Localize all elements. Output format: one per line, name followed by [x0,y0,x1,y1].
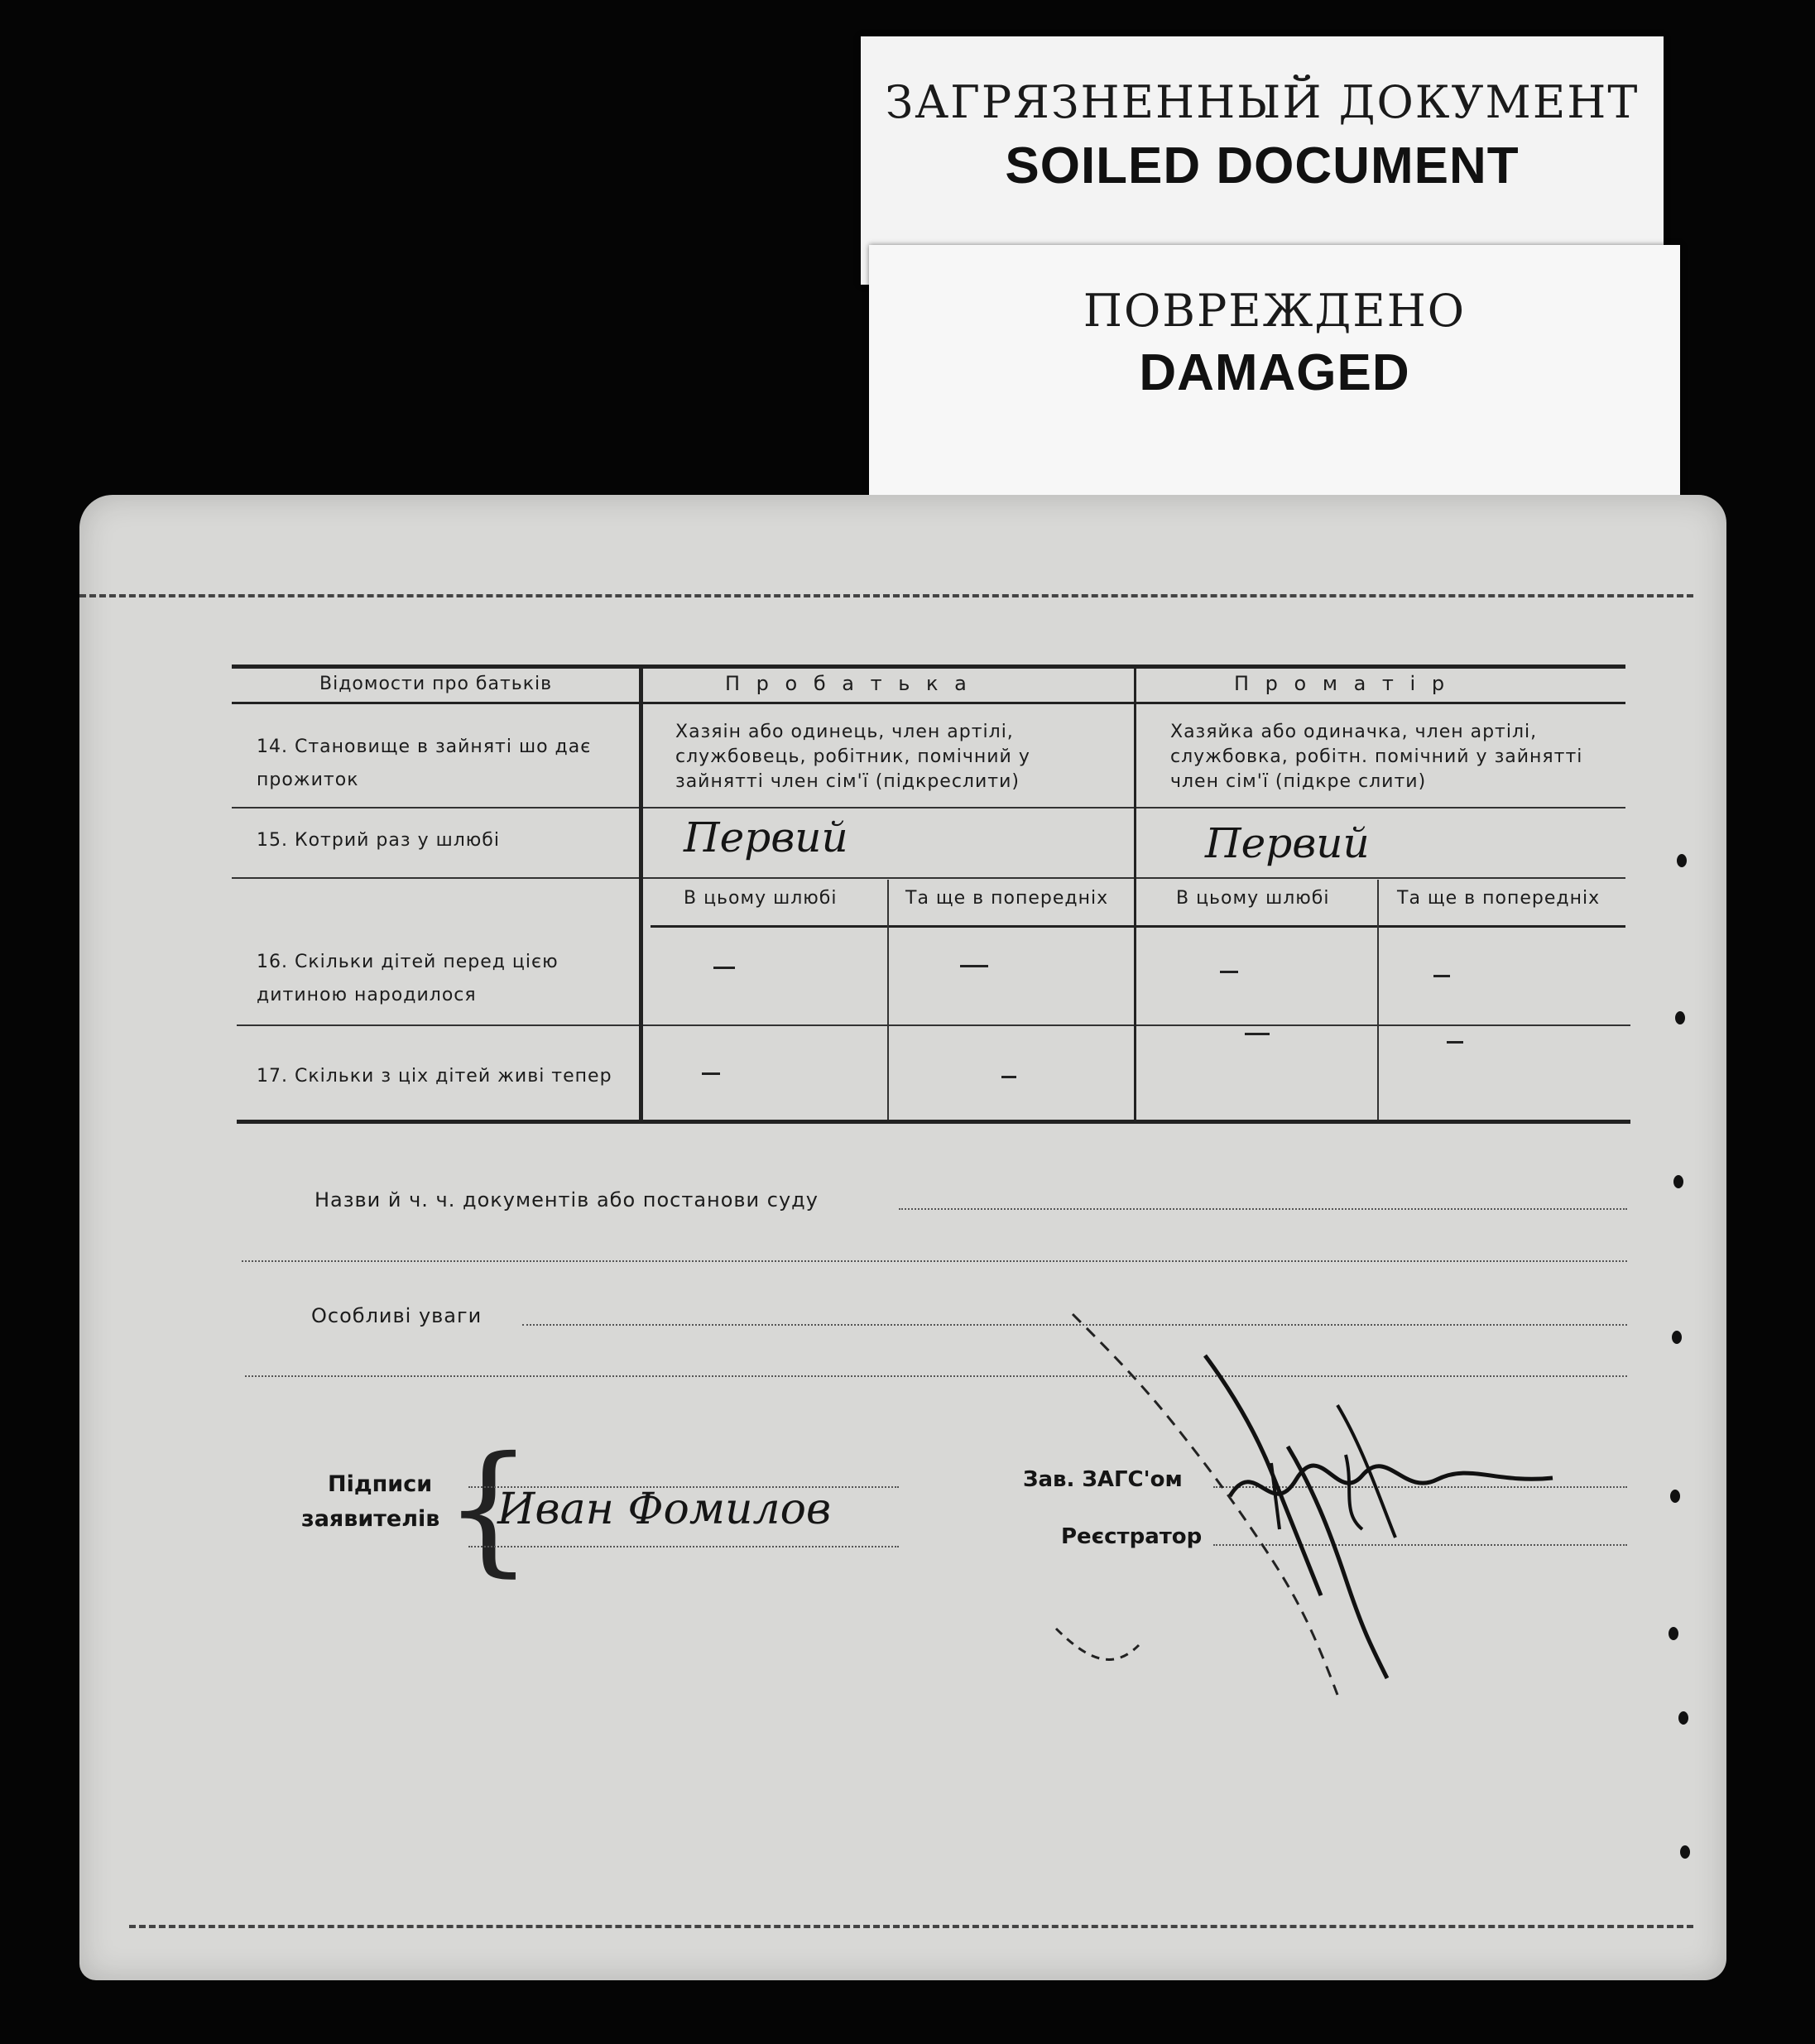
row14-mother-options: Хазяйка або одиначка, член артілі, службовка, робітн. помічний у зайнятті член сім'ї (підкре слити) [1170,722,1583,792]
signatures-brace: { [444,1427,534,1591]
subheader-father-previous: Та ще в попередніх [905,888,1109,909]
documents-line-1 [899,1208,1627,1210]
header-parents-info: Відомости про батьків [319,674,553,694]
row15-label: 15. Котрий раз у шлюбі [257,830,500,851]
punch-hole [1678,1711,1688,1725]
documents-label: Назви й ч. ч. документів або постанови суду [315,1188,819,1212]
row16-mother-this-dash [1220,971,1238,973]
documents-line-2 [242,1260,1627,1262]
row14-rule [232,807,1625,808]
subheader-mother-this-marriage: В цьому шлюбі [1176,888,1330,909]
damaged-document-notice [869,245,1680,501]
notes-label: Особливі уваги [311,1304,483,1327]
signature-line-2 [468,1546,899,1547]
punch-hole [1677,854,1687,867]
row16-mother-prev-dash [1433,975,1450,977]
subheader-father-this-marriage: В цьому шлюбі [684,888,838,909]
subheader-rule [651,925,1625,928]
punch-hole [1669,1627,1678,1640]
damaged-notice-ru: ПОВРЕЖДЕНО [1083,285,1467,337]
punch-hole [1672,1331,1682,1344]
row17-mother-this-dash [1245,1033,1270,1035]
row14-father-options: Хазяін або одинець, член артілі, службовець, робітник, помічний у зайнятті член сім'ї (підкреслити) [675,722,1030,792]
row16-father-prev-dash [960,965,988,967]
row17-father-this-dash [702,1072,720,1075]
row17-father-prev-dash [1001,1076,1016,1078]
head-of-registry-label: Зав. ЗАГС'ом [1023,1467,1183,1492]
col-divider-father-sub [887,880,889,1120]
registration-form-sheet [79,495,1726,1980]
punch-hole [1673,1175,1683,1188]
signatures-label: Підписи [328,1471,433,1497]
row16-label: 16. Скільки дітей перед цією дитиною народилося [257,952,559,1005]
col-divider-2 [1134,669,1136,1124]
diagonal-handwritten-annotation [1040,1281,1503,1728]
row17-mother-prev-dash [1447,1041,1463,1044]
punch-hole [1670,1490,1680,1503]
soiled-notice-ru: ЗАГРЯЗНЕННЫЙ ДОКУМЕНТ [885,76,1640,128]
punch-hole [1680,1845,1690,1859]
table-header-rule [232,702,1625,704]
row16-father-this-dash [713,967,735,969]
perforation-bottom [129,1925,1693,1928]
damaged-notice-en: DAMAGED [1139,344,1410,401]
header-about-mother: П р о м а т і р [1234,672,1450,695]
row15-father-entry: Первий [684,813,848,861]
registrar-label: Реєстратор [1061,1524,1203,1549]
row17-label: 17. Скільки з ціх дітей живі тепер [257,1066,612,1087]
subheader-mother-previous: Та ще в попередніх [1397,888,1601,909]
punch-hole [1675,1011,1685,1024]
signatures-label-applicants: заявителів [301,1506,440,1532]
row15-rule [232,877,1625,879]
col-divider-1 [639,669,643,1124]
perforation-top [79,594,1693,597]
table-bottom-rule [237,1120,1630,1124]
header-about-father: П р о б а т ь к а [725,672,972,695]
applicant-signature: Иван Фомилов [497,1485,832,1534]
table-top-rule [232,665,1625,669]
row16-rule [237,1024,1630,1026]
row14-label: 14. Становище в зайняті шо дає прожиток [257,737,592,790]
row15-mother-entry: Первий [1205,819,1370,867]
col-divider-mother-sub [1377,880,1379,1120]
soiled-notice-en: SOILED DOCUMENT [1005,137,1520,194]
